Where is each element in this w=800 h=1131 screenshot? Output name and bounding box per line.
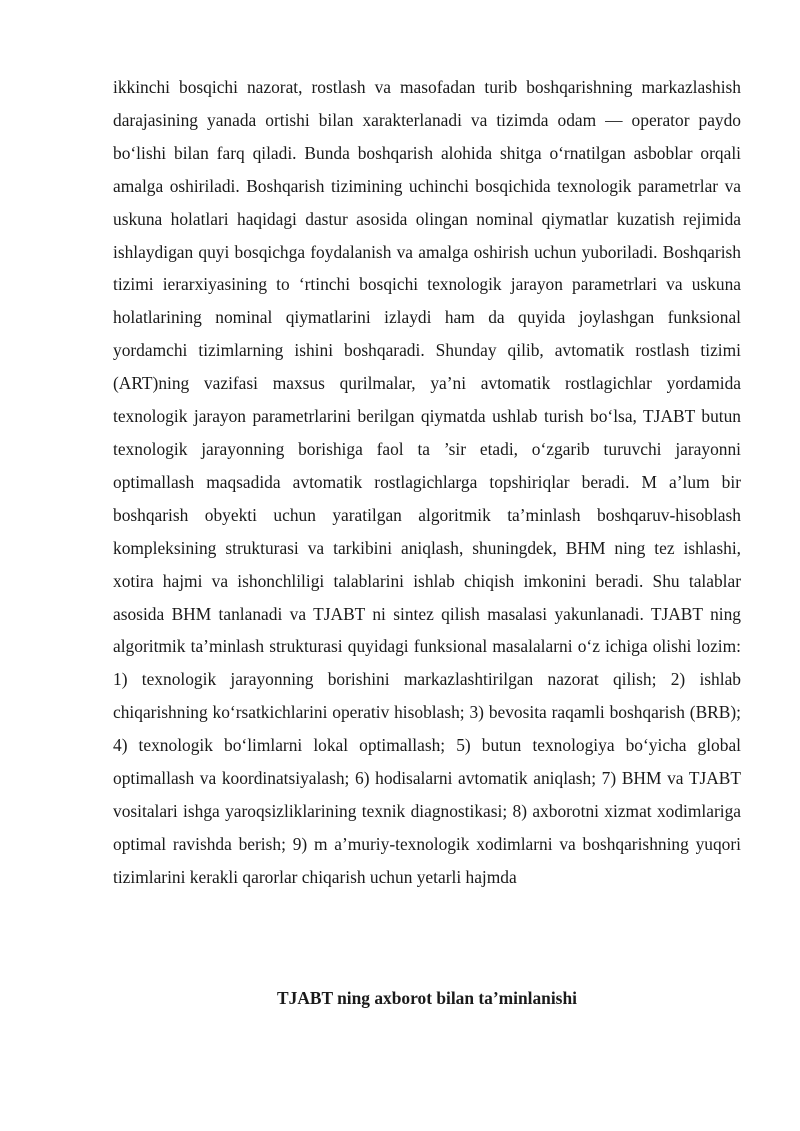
body-paragraph: ikkinchi bosqichi nazorat, rostlash va masofadan turib boshqarishning markazlashish darajasining yanada ortishi bilan xarakterlanadi va tizimda odam — operator paydo bo‘lishi bilan farq qiladi. Bunda boshqarish alohida shitga o‘rnatilgan asboblar orqali amalga oshiriladi. Boshqarish tizimining uchinchi bosqichida texnologik parametrlar va uskuna holatlari haqidagi dastur asosida olingan nominal qiymatlar kuzatish rejimida ishlaydigan quyi bosqichga foydalanish va amalga oshirish uchun yuboriladi. Boshqarish tizimi ierarxiyasining to ‘rtinchi bosqichi texnologik jarayon parametrlari va uskuna holatlarining nominal qiymatlarini izlaydi ham da quyida joylashgan funksional yordamchi tizimlarning ishini boshqaradi. Shunday qilib, avtomatik rostlash tizimi (ART)ning vazifasi maxsus qurilmalar, ya’ni avtomatik rostlagichlar yordamida texnologik jarayon parametrlarini berilgan qiymatda ushlab turish bo‘lsa, TJABT butun texnologik jarayonning borishiga faol ta ’sir etadi, o‘zgarib turuvchi jarayonni optimallash maqsadida avtomatik rostlagichlarga topshiriqlar beradi. M a’lum bir boshqarish obyekti uchun yaratilgan algoritmik ta’minlash boshqaruv-hisoblash kompleksining strukturasi va tarkibini aniqlash, shuningdek, BHM ning tez ishlashi, xotira hajmi va ishonchliligi talablarini ishlab chiqish imkonini beradi. Shu talablar asosida BHM tanlanadi va TJABT ni sintez qilish masalasi yakunlanadi. TJABT ning algoritmik ta’minlash strukturasi quyidagi funksional masalalarni o‘z ichiga olishi lozim: 1) texnologik jarayonning borishini markazlashtirilgan nazorat qilish; 2) ishlab chiqarishning ko‘rsatkichlarini operativ hisoblash; 3) bevosita raqamli boshqarish (BRB); 4) texnologik bo‘limlarni lokal optimallash; 5) butun texnologiya bo‘yicha global optimallash va koordinatsiyalash; 6) hodisalarni avtomatik aniqlash; 7) BHM va TJABT vositalari ishga yaroqsizliklarining texnik diagnostikasi; 8) axborotni xizmat xodimlariga optimal ravishda berish; 9) m a’muriy-texnologik xodimlarni va boshqarishning yuqori tizimlarini kerakli qarorlar chiqarish uchun yetarli hajmda (113, 77, 741, 887)
section-heading: TJABT ning axborot bilan ta’minlanishi (277, 988, 577, 1008)
